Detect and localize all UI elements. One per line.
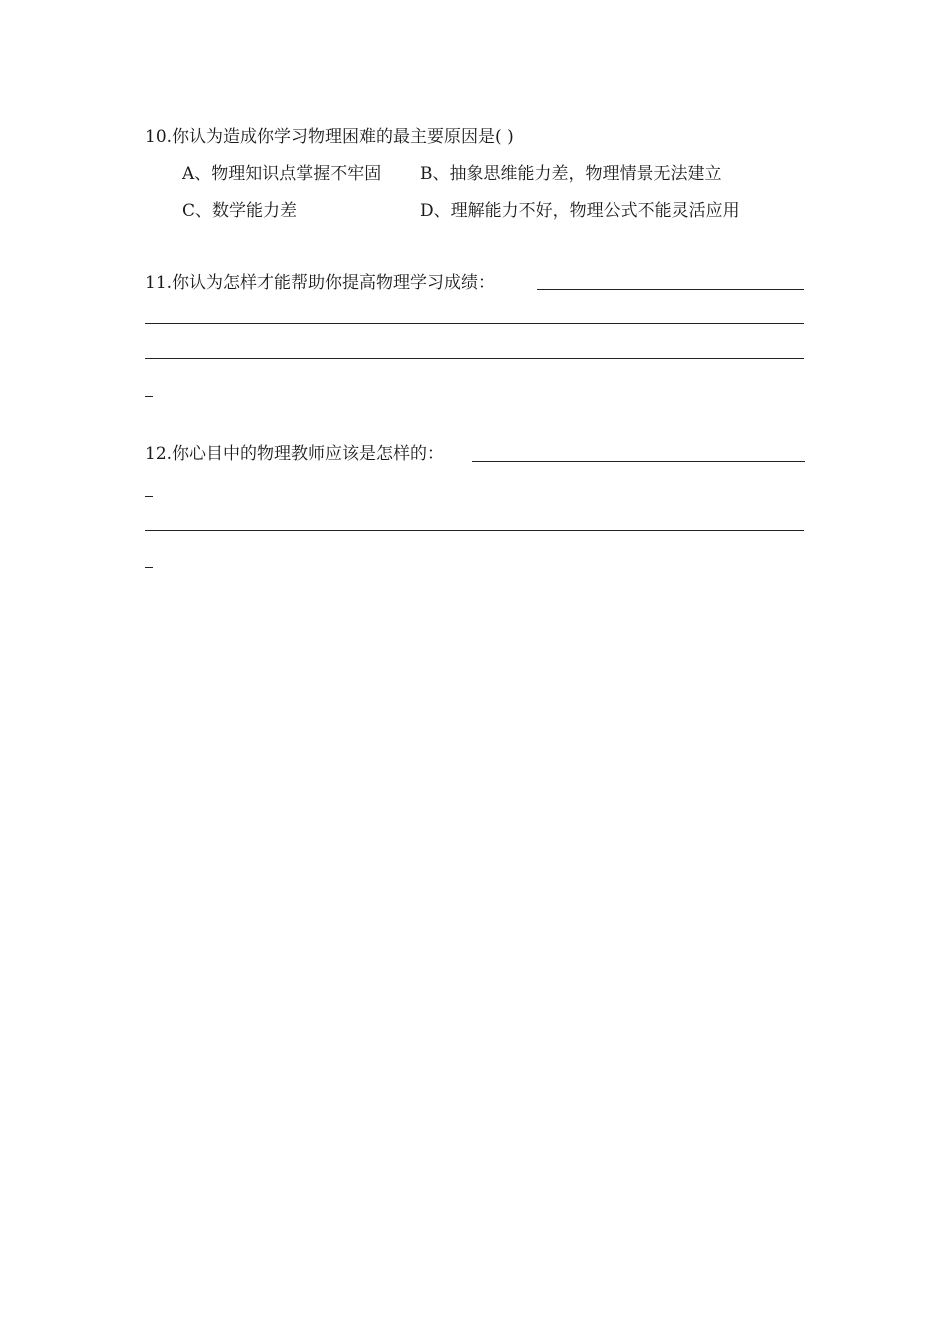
answer-line-11-b[interactable] — [145, 323, 804, 324]
question-12-stem: 12.你心目中的物理教师应该是怎样的： — [145, 444, 445, 464]
answer-line-11-d[interactable] — [145, 396, 153, 397]
question-10-option-a: A、物理知识点掌握不牢固 — [182, 164, 382, 184]
question-10-option-c: C、数学能力差 — [182, 201, 298, 221]
question-10-option-b: B、抽象思维能力差，物理情景无法建立 — [420, 164, 722, 184]
question-10-stem: 10.你认为造成你学习物理困难的最主要原因是( ) — [145, 127, 514, 147]
question-11-stem: 11.你认为怎样才能帮助你提高物理学习成绩： — [145, 273, 496, 293]
question-10-option-d: D、理解能力不好，物理公式不能灵活应用 — [420, 201, 740, 221]
answer-line-12-a[interactable] — [472, 461, 805, 462]
answer-line-12-d[interactable] — [145, 567, 153, 568]
answer-line-12-b[interactable] — [145, 496, 153, 497]
answer-line-11-c[interactable] — [145, 358, 804, 359]
answer-line-11-a[interactable] — [537, 289, 804, 290]
answer-line-12-c[interactable] — [145, 530, 804, 531]
